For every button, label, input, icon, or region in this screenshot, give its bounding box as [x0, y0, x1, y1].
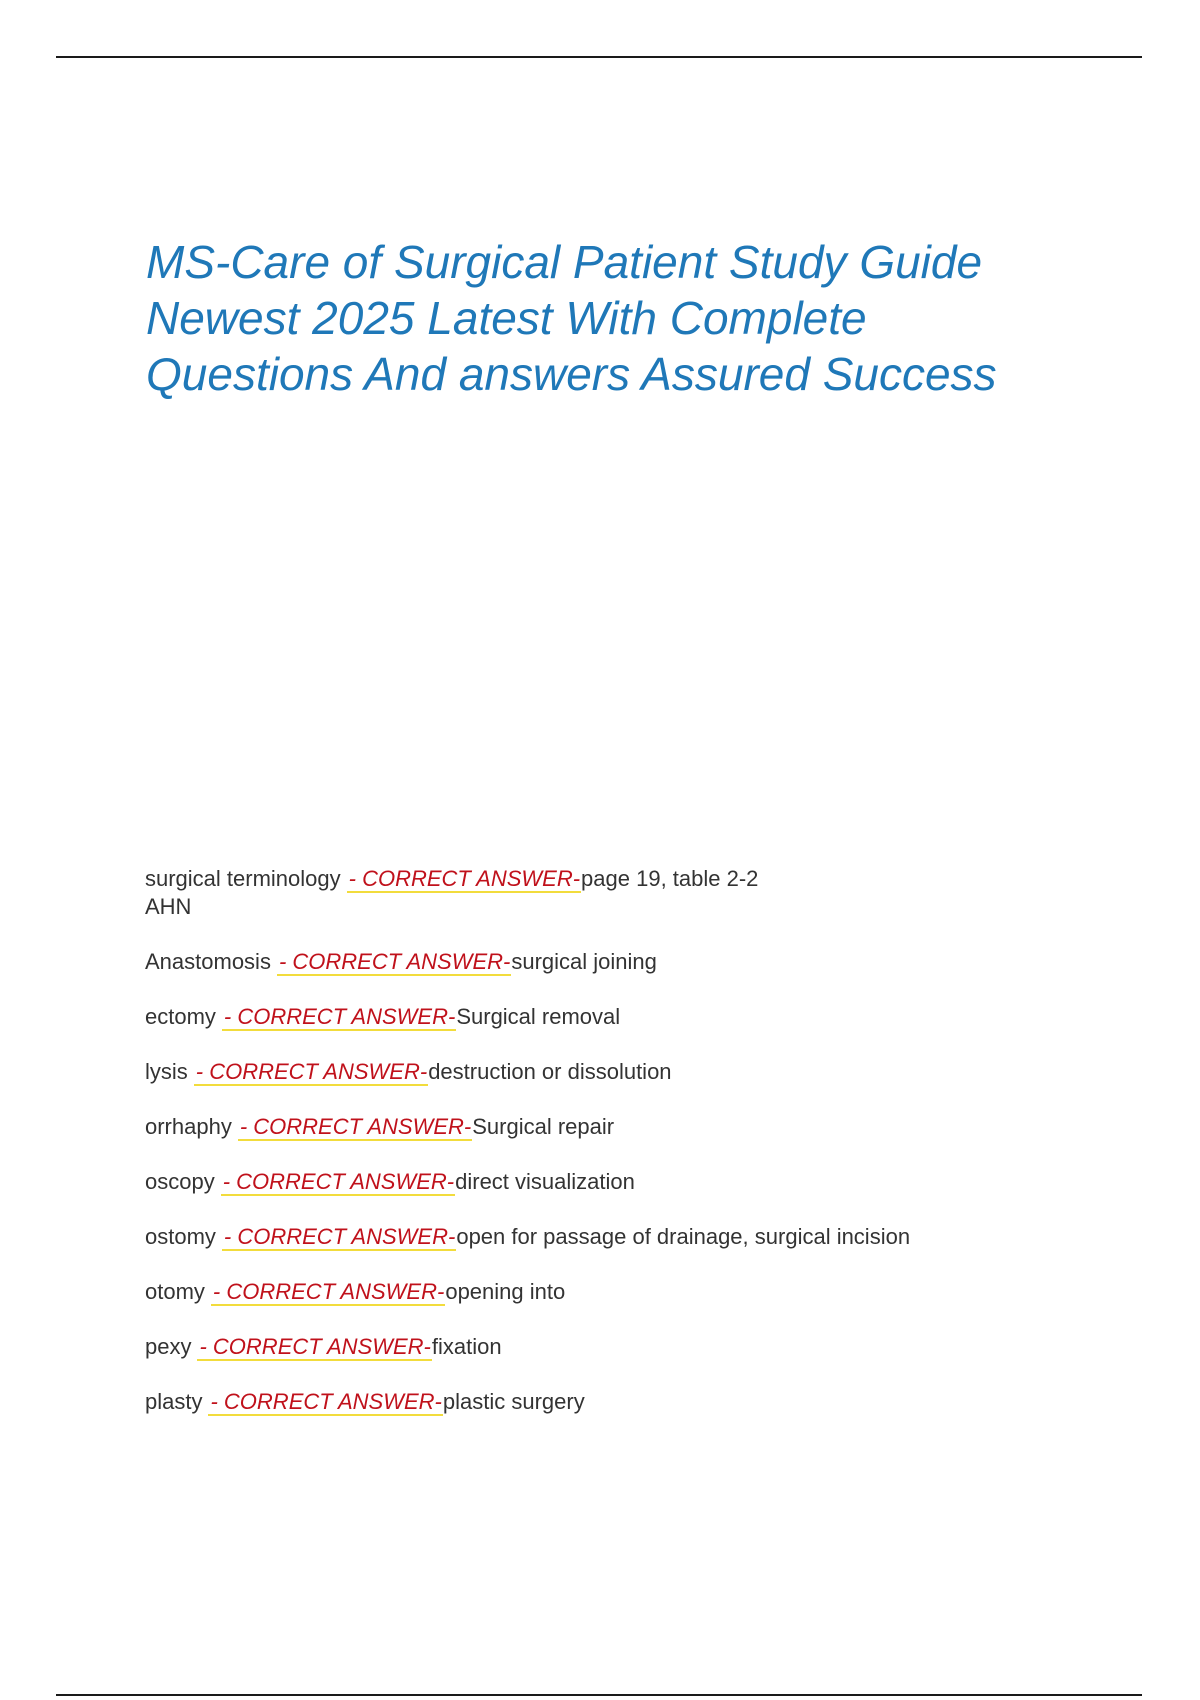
qa-term: ostomy	[145, 1224, 216, 1249]
question-answer-list	[145, 865, 1095, 1443]
correct-answer-marker: - CORRECT ANSWER-	[210, 1389, 442, 1414]
qa-item-lysis	[145, 1058, 1095, 1086]
qa-term: lysis	[145, 1059, 188, 1084]
correct-answer-marker: - CORRECT ANSWER-	[223, 1224, 456, 1249]
qa-item-ectomy	[145, 1003, 1095, 1031]
qa-term: plasty	[145, 1389, 203, 1414]
title-line-2: Newest 2025 Latest With Complete	[146, 292, 867, 344]
correct-answer-marker: - CORRECT ANSWER-	[212, 1279, 445, 1304]
qa-answer: opening into	[445, 1279, 566, 1304]
qa-term: Anastomosis	[145, 949, 271, 974]
qa-term: oscopy	[145, 1169, 215, 1194]
qa-answer: direct visualization	[455, 1169, 635, 1194]
qa-item-otomy	[145, 1278, 1095, 1306]
correct-answer-marker: - CORRECT ANSWER-	[222, 1169, 455, 1194]
qa-answer: fixation	[431, 1334, 502, 1359]
correct-answer-marker: - CORRECT ANSWER-	[199, 1334, 431, 1359]
qa-answer-continuation: AHN	[145, 894, 192, 919]
qa-answer: plastic surgery	[442, 1389, 585, 1414]
correct-answer-marker: - CORRECT ANSWER-	[278, 949, 511, 974]
qa-term: surgical terminology	[145, 866, 341, 891]
qa-term: ectomy	[145, 1004, 216, 1029]
document-title	[146, 234, 1106, 402]
qa-term: orrhaphy	[145, 1114, 232, 1139]
qa-answer: Surgical removal	[456, 1004, 621, 1029]
qa-answer: Surgical repair	[472, 1114, 615, 1139]
qa-item-plasty	[145, 1388, 1095, 1416]
qa-answer: surgical joining	[511, 949, 657, 974]
title-line-3: Questions And answers Assured Success	[146, 348, 997, 400]
correct-answer-marker: - CORRECT ANSWER-	[223, 1004, 456, 1029]
qa-item-pexy	[145, 1333, 1095, 1361]
top-rule	[56, 56, 1142, 58]
qa-item-ostomy	[145, 1223, 1095, 1251]
qa-term: otomy	[145, 1279, 205, 1304]
correct-answer-marker: - CORRECT ANSWER-	[348, 866, 581, 891]
qa-item-oscopy	[145, 1168, 1095, 1196]
title-line-1: MS-Care of Surgical Patient Study Guide	[146, 236, 983, 288]
qa-item-orrhaphy	[145, 1113, 1095, 1141]
qa-answer: destruction or dissolution	[428, 1059, 672, 1084]
qa-item-anastomosis	[145, 948, 1095, 976]
qa-answer: open for passage of drainage, surgical incision	[456, 1224, 911, 1249]
bottom-rule	[56, 1694, 1142, 1696]
correct-answer-marker: - CORRECT ANSWER-	[195, 1059, 428, 1084]
qa-item-surgical-terminology	[145, 865, 1095, 921]
correct-answer-marker: - CORRECT ANSWER-	[239, 1114, 472, 1139]
qa-answer: page 19, table 2-2	[581, 866, 759, 891]
qa-term: pexy	[145, 1334, 192, 1359]
